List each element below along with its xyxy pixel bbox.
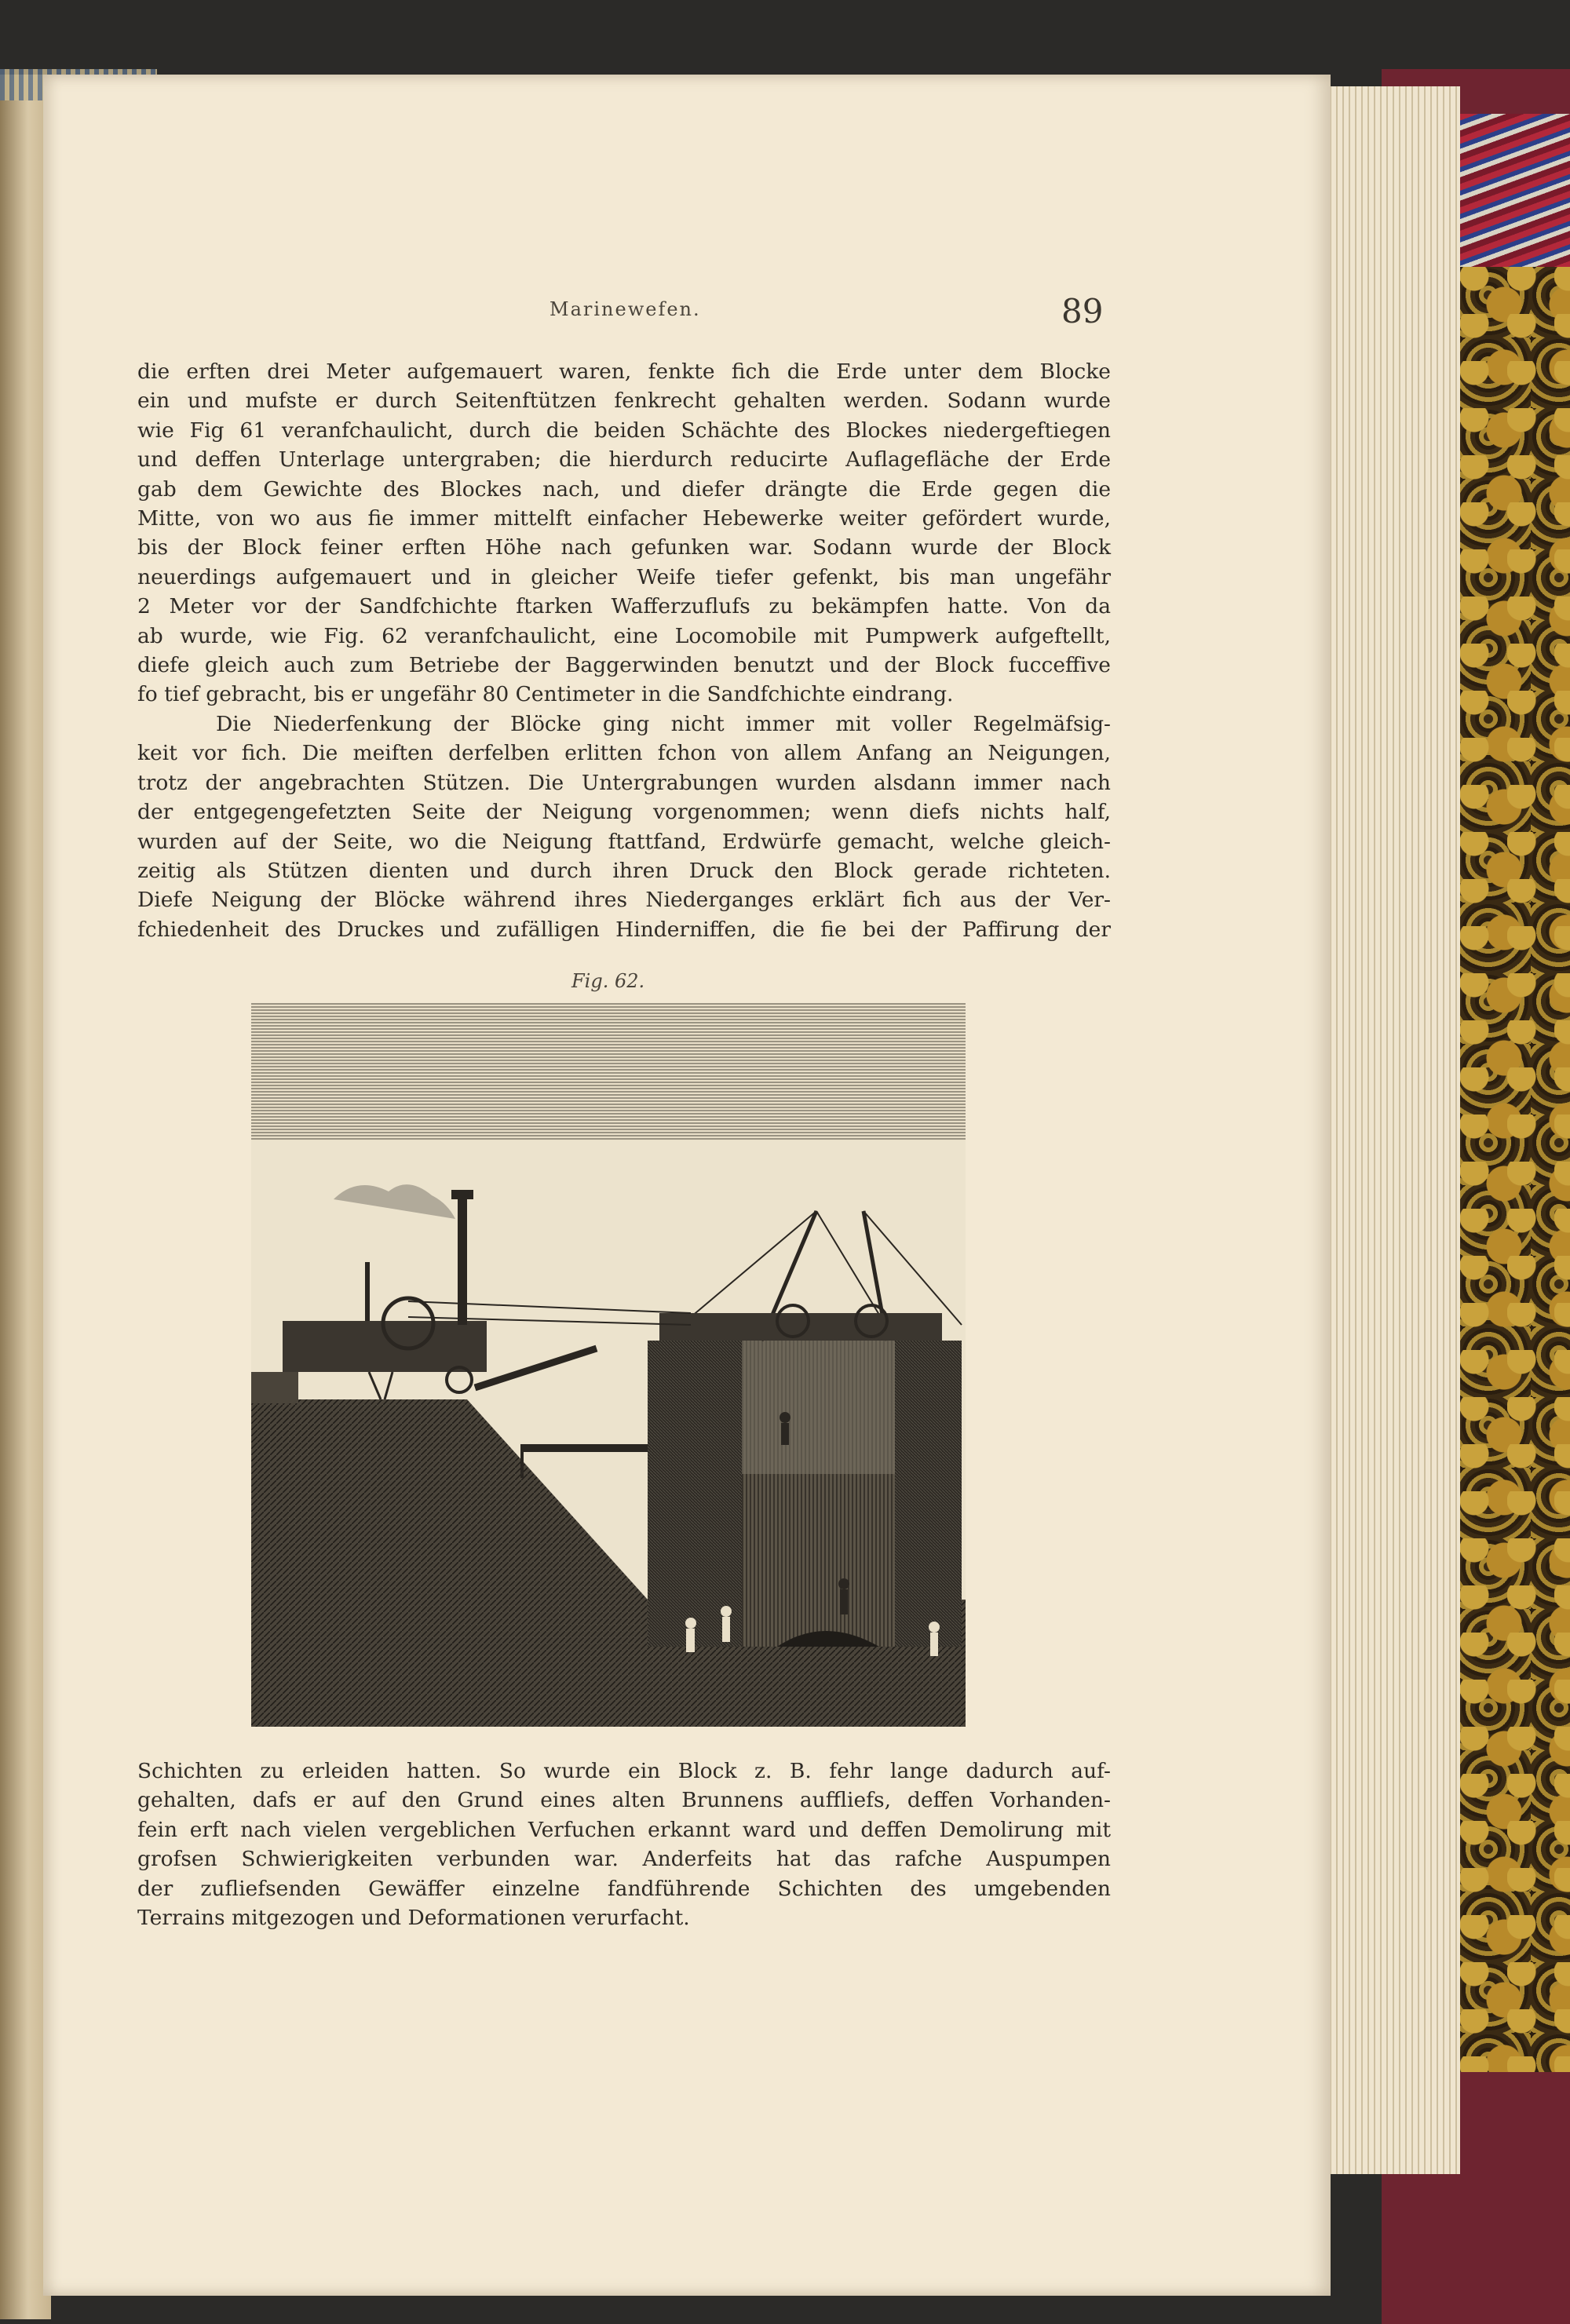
text-line: trotz der angebrachten Stützen. Die Untergrabungen wurden alsdann immer nach — [137, 770, 1111, 795]
marbled-endpaper — [1460, 267, 1570, 2072]
text-line: gehalten, dafs er auf den Grund eines alten Brunnens auffliefs, deffen Vorhanden- — [137, 1788, 1111, 1813]
text-line: fein erft nach vielen vergeblichen Verfuchen erkannt ward und deffen Demolirung mit — [137, 1817, 1111, 1842]
text-line: grofsen Schwierigkeiten verbunden war. Anderfeits hat das rafche Auspumpen — [137, 1847, 1111, 1872]
paragraph-3 — [137, 1757, 1111, 1932]
page-stack-edges — [1319, 86, 1460, 2174]
paragraph-1 — [137, 357, 1111, 710]
text-line: Mitte, von wo aus fie immer mittelft einfacher Hebewerke weiter gefördert wurde, — [137, 506, 1111, 531]
text-line: und deffen Unterlage untergraben; die hierdurch reducirte Auflagefläche der Erde — [137, 447, 1111, 472]
text-line: ein und mufste er durch Seitenftützen fenkrecht gehalten werden. Sodann wurde — [137, 389, 1111, 414]
body-text-bottom — [137, 1757, 1111, 1932]
worker-figure — [780, 1412, 790, 1423]
text-line: fo tief gebracht, bis er ungefähr 80 Centimeter in die Sandfchichte eindrang. — [137, 682, 954, 707]
marbled-endpaper-top — [1460, 114, 1570, 267]
worker-figure — [685, 1618, 696, 1629]
text-line: ab wurde, wie Fig. 62 veranfchaulicht, eine Locomobile mit Pumpwerk aufgeftellt, — [137, 623, 1111, 648]
text-line: die erften drei Meter aufgemauert waren, fenkte fich die Erde unter dem Blocke — [137, 359, 1111, 384]
text-line: diefe gleich auch zum Betriebe der Baggerwinden benutzt und der Block fucceffive — [137, 653, 1111, 678]
paragraph-2 — [137, 710, 1111, 944]
engraving-illustration — [251, 1003, 966, 1727]
worker-figure — [838, 1578, 849, 1589]
text-line: Schichten zu erleiden hatten. So wurde ein Block z. B. fehr lange dadurch auf- — [137, 1759, 1111, 1783]
worker-figure — [929, 1622, 940, 1633]
figure-caption: Fig. 62. — [571, 970, 645, 992]
worker-figure — [721, 1606, 732, 1617]
text-line: Diefe Neigung der Blöcke während ihres Niederganges erklärt fich aus der Ver- — [137, 888, 1111, 913]
text-line: bis der Block feiner erften Höhe nach gefunken war. Sodann wurde der Block — [137, 535, 1111, 560]
text-line: gab dem Gewichte des Blockes nach, und diefer drängte die Erde gegen die — [137, 476, 1111, 502]
text-line: der entgegengefetzten Seite der Neigung vorgenommen; wenn diefs nichts half, — [137, 800, 1111, 825]
text-line: Terrains mitgezogen und Deformationen verurfacht. — [137, 1906, 690, 1931]
text-line: der zufliefsenden Gewäffer einzelne fandführende Schichten des umgebenden — [137, 1876, 1111, 1901]
text-line: fchiedenheit des Druckes und zufälligen Hinderniffen, die fie bei der Paffirung der — [137, 917, 1111, 942]
chimney — [458, 1195, 467, 1325]
page-number: 89 — [1061, 292, 1104, 330]
body-text-top — [137, 357, 1111, 944]
text-line: wurden auf der Seite, wo die Neigung ftattfand, Erdwürfe gemacht, welche gleich- — [137, 829, 1111, 854]
figure-engraving — [251, 1003, 966, 1727]
text-line: Die Niederfenkung der Blöcke ging nicht immer mit voller Regelmäfsig- — [216, 711, 1111, 736]
text-line: 2 Meter vor der Sandfchichte ftarken Wafferzuflufs zu bekämpfen hatte. Von da — [137, 594, 1111, 619]
text-line: zeitig als Stützen dienten und durch ihren Druck den Block gerade richteten. — [137, 858, 1111, 883]
running-head: Marinewefen. — [550, 298, 701, 320]
winch-platform — [659, 1313, 942, 1341]
text-line: keit vor fich. Die meiften derfelben erlitten fchon von allem Anfang an Neigungen, — [137, 741, 1111, 766]
text-line: neuerdings aufgemauert und in gleicher Weife tiefer gefenkt, bis man ungefähr — [137, 564, 1111, 589]
text-line: wie Fig 61 veranfchaulicht, durch die beiden Schächte des Blockes niedergeftiegen — [137, 418, 1111, 443]
sky-hatching — [251, 1003, 966, 1140]
